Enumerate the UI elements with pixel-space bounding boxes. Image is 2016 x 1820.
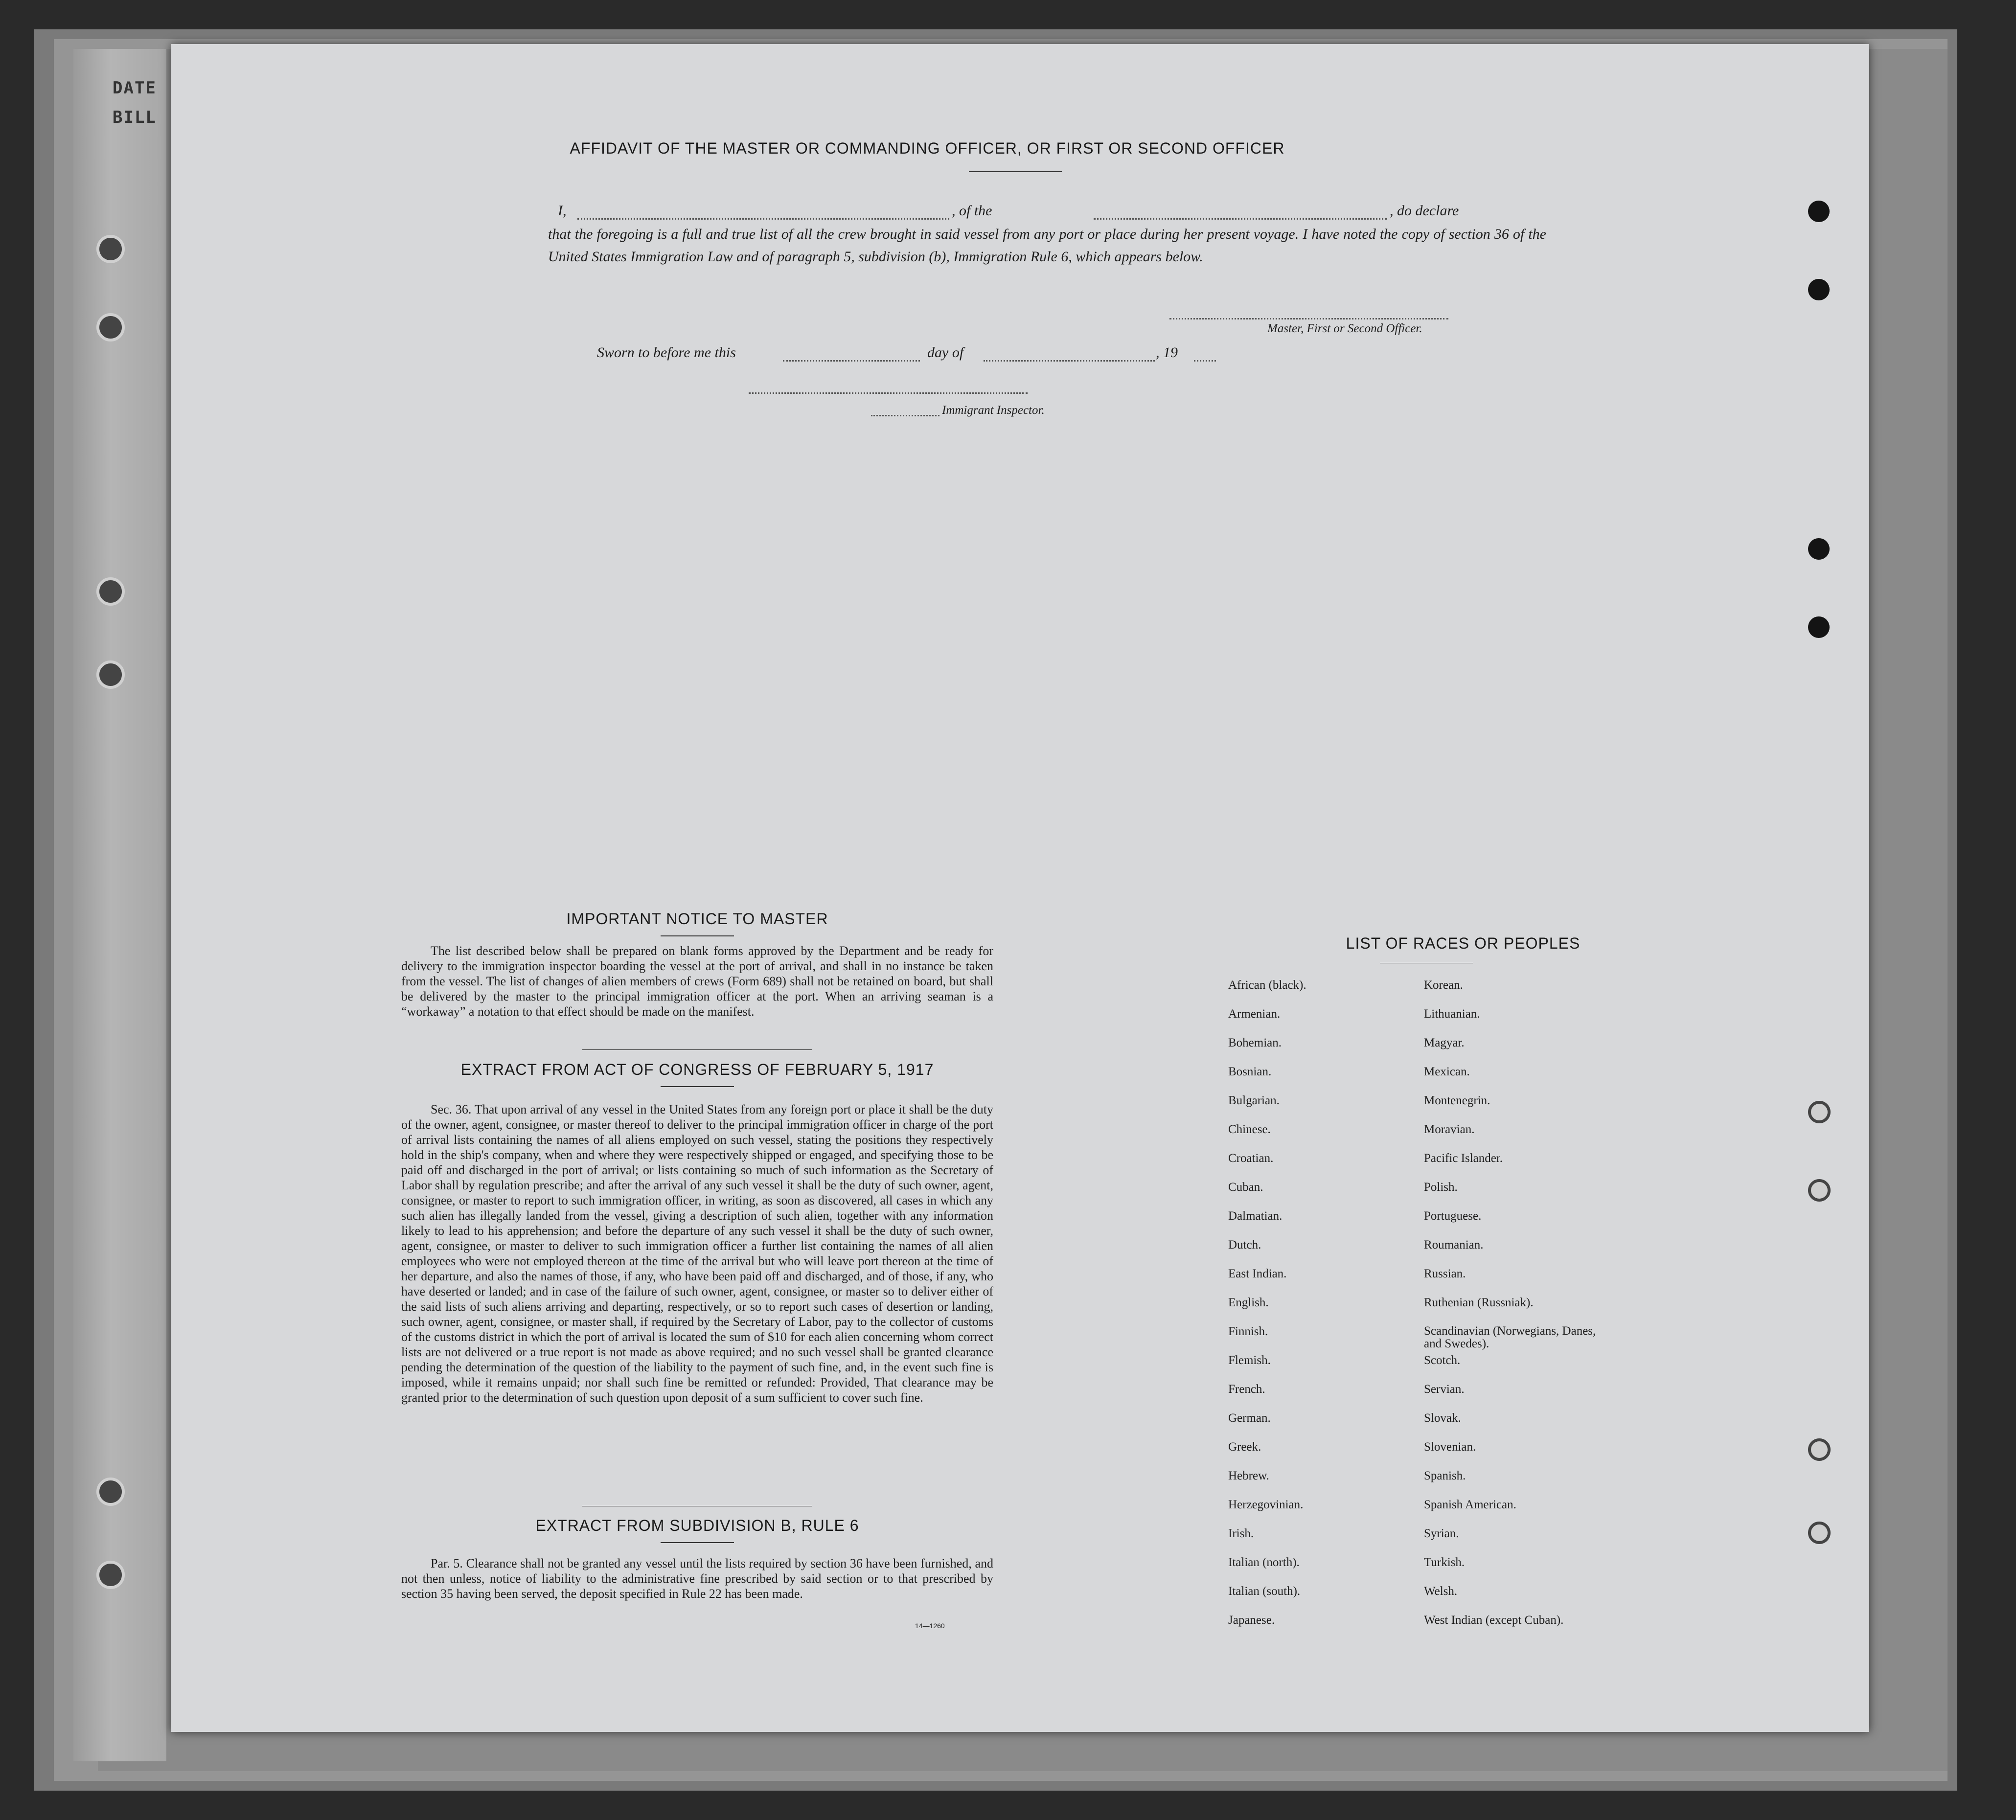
title-rule bbox=[661, 1086, 734, 1087]
race-entry: Dalmatian. bbox=[1228, 1209, 1283, 1223]
notice-title: IMPORTANT NOTICE TO MASTER bbox=[566, 910, 828, 928]
left-margin-label: BILL bbox=[113, 108, 157, 127]
race-entry: Mexican. bbox=[1424, 1065, 1470, 1078]
day-blank bbox=[783, 360, 920, 362]
sworn-text: Sworn to before me this bbox=[597, 344, 736, 361]
punch-hole bbox=[1808, 1101, 1831, 1123]
race-entry: French. bbox=[1228, 1383, 1265, 1396]
inspector-blank bbox=[871, 415, 939, 416]
race-entry: Dutch. bbox=[1228, 1238, 1261, 1251]
vessel-blank bbox=[1094, 218, 1387, 220]
punch-hole bbox=[96, 660, 125, 689]
title-rule bbox=[969, 171, 1062, 172]
race-entry: Irish. bbox=[1228, 1527, 1254, 1540]
race-entry: Herzegovinian. bbox=[1228, 1498, 1304, 1511]
race-entry: Greek. bbox=[1228, 1440, 1261, 1454]
race-entry: Polish. bbox=[1424, 1181, 1458, 1194]
race-entry: Ruthenian (Russniak). bbox=[1424, 1296, 1534, 1309]
race-entry: Slovak. bbox=[1424, 1411, 1461, 1425]
declaration-start: I, bbox=[558, 203, 567, 219]
punch-hole bbox=[96, 313, 125, 341]
race-entry: Croatian. bbox=[1228, 1152, 1274, 1165]
inspector-caption: Immigrant Inspector. bbox=[942, 404, 1045, 417]
title-rule bbox=[661, 1542, 734, 1543]
race-entry: Korean. bbox=[1424, 978, 1463, 992]
punch-hole bbox=[1808, 201, 1830, 222]
punch-hole bbox=[1808, 538, 1830, 560]
race-entry: Pacific Islander. bbox=[1424, 1152, 1503, 1165]
race-entry: Chinese. bbox=[1228, 1123, 1271, 1136]
race-entry: West Indian (except Cuban). bbox=[1424, 1614, 1564, 1627]
name-blank bbox=[577, 218, 949, 220]
race-entry: Italian (south). bbox=[1228, 1585, 1301, 1598]
race-entry: Welsh. bbox=[1424, 1585, 1458, 1598]
punch-hole bbox=[96, 1478, 125, 1506]
race-entry: Scandinavian (Norwegians, Danes, and Swedes). bbox=[1424, 1324, 1596, 1350]
race-entry: Roumanian. bbox=[1424, 1238, 1484, 1251]
race-entry: Japanese. bbox=[1228, 1614, 1275, 1627]
race-entry: German. bbox=[1228, 1411, 1271, 1425]
affidavit-title: AFFIDAVIT OF THE MASTER OR COMMANDING OFFICER, OR FIRST OR SECOND OFFICER bbox=[570, 139, 1285, 157]
race-entry: African (black). bbox=[1228, 978, 1306, 992]
left-margin-strip bbox=[73, 49, 166, 1761]
race-entry: Turkish. bbox=[1424, 1556, 1465, 1569]
race-entry: Bulgarian. bbox=[1228, 1094, 1280, 1107]
act-extract-title: EXTRACT FROM ACT OF CONGRESS OF FEBRUARY 5, 1917 bbox=[460, 1061, 934, 1078]
race-entry: East Indian. bbox=[1228, 1267, 1287, 1280]
race-entry: Scotch. bbox=[1424, 1354, 1461, 1367]
race-entry: English. bbox=[1228, 1296, 1269, 1309]
year-blank bbox=[1194, 360, 1216, 362]
race-entry: Servian. bbox=[1424, 1383, 1465, 1396]
notice-body: The list described below shall be prepared on blank forms approved by the Department and be ready for delivery to the immigration inspector boarding the vessel at the port of arrival, and shall in no instance be taken from the vessel. The list of changes of alien members of crews (Form 689) shall not be retained on board, but shall be delivered by the master to the principal immigration officer at the port. When an arriving seaman is a “workaway” a notation to that effect should be made on the manifest. bbox=[401, 944, 993, 1019]
race-entry: Hebrew. bbox=[1228, 1469, 1269, 1482]
declaration-body: that the foregoing is a full and true list of all the crew brought in said vessel from any port or place during her present voyage. I have noted the copy of section 36 of the United States Immigration Law and of paragraph 5, subdivision (b), Immigration Rule 6, which appears below. bbox=[548, 226, 1546, 265]
form-number: 14—1260 bbox=[915, 1622, 945, 1630]
punch-hole bbox=[96, 577, 125, 606]
sworn-year: , 19 bbox=[1156, 344, 1178, 361]
race-entry: Flemish. bbox=[1228, 1354, 1271, 1367]
rule-extract-title: EXTRACT FROM SUBDIVISION B, RULE 6 bbox=[535, 1517, 859, 1534]
sworn-day-of: day of bbox=[927, 344, 964, 361]
signature-caption: Master, First or Second Officer. bbox=[1267, 322, 1422, 335]
race-entry: Italian (north). bbox=[1228, 1556, 1300, 1569]
race-entry: Portuguese. bbox=[1424, 1209, 1482, 1223]
race-entry: Russian. bbox=[1424, 1267, 1466, 1280]
race-entry: Lithuanian. bbox=[1424, 1007, 1480, 1021]
race-entry: Spanish. bbox=[1424, 1469, 1466, 1482]
race-entry: Montenegrin. bbox=[1424, 1094, 1490, 1107]
punch-hole bbox=[96, 1561, 125, 1589]
races-left-column bbox=[1228, 978, 1424, 1663]
race-entry: Magyar. bbox=[1424, 1036, 1465, 1049]
section-rule bbox=[582, 1049, 812, 1050]
left-margin-label: DATE bbox=[113, 78, 157, 98]
races-title: LIST OF RACES OR PEOPLES bbox=[1346, 934, 1581, 952]
punch-hole bbox=[1808, 279, 1830, 300]
manifest-page bbox=[171, 44, 1869, 1732]
title-rule bbox=[661, 935, 734, 936]
race-entry: Syrian. bbox=[1424, 1527, 1459, 1540]
race-entry: Moravian. bbox=[1424, 1123, 1475, 1136]
race-entry: Slovenian. bbox=[1424, 1440, 1476, 1454]
act-extract-body: Sec. 36. That upon arrival of any vessel in the United States from any foreign port or place it shall be the duty of the owner, agent, consignee, or master thereof to deliver to the principal immigration officer in charge of the port of arrival lists containing the names of all aliens employed on such vessel, stating the positions they respectively hold in the ship's company, when and where they were respectively shipped or engaged, and specifying those to be paid off and discharged in the port of arrival; or lists containing so much of such information as the Secretary of Labor shall by regulation prescribe; and after the arrival of any such vessel it shall be the duty of such owner, agent, consignee, or master to report to such immigration officer, in writing, as soon as discovered, all cases in which any such alien has illegally landed from the vessel, giving a description of such alien, together with any information likely to lead to his apprehension; and before the departure of any such vessel it shall be the duty of such owner, agent, consignee, or master to deliver to such immigration officer a further list containing the names of all alien employees who were not employed thereon at the time of the arrival but who will leave port thereon at the time of her departure, and also the names of those, if any, who have been paid off and discharged, and of those, if any, who have deserted or landed; and in case of the failure of such owner, agent, consignee, or master so to deliver either of the said lists of such aliens arriving and departing, respectively, or so to report such cases of desertion or landing, such owner, agent, consignee, or master shall, if required by the Secretary of Labor, pay to the collector of customs of the customs district in which the port of arrival is located the sum of $10 for each alien concerning whom correct lists are not delivered or a true report is not made as above required; and no such vessel shall be granted clearance pending the determination of the question of the liability to the payment of such fine, and, in the event such fine is imposed, while it remains unpaid; nor shall such fine be remitted or refunded: Provided, That clearance may be granted prior to the determination of such question upon deposit of a sum sufficient to cover such fine. bbox=[401, 1102, 993, 1405]
race-entry: Bosnian. bbox=[1228, 1065, 1272, 1078]
punch-hole bbox=[1808, 1179, 1831, 1202]
race-entry: Spanish American. bbox=[1424, 1498, 1516, 1511]
races-right-column bbox=[1424, 978, 1629, 1663]
punch-hole bbox=[96, 235, 125, 263]
race-entry: Finnish. bbox=[1228, 1325, 1268, 1338]
rule-extract-body: Par. 5. Clearance shall not be granted any vessel until the lists required by section 36 have been furnished, and not then unless, notice of liability to the administrative fine prescribed by said section or to that prescribed by section 35 having been served, the deposit specified in Rule 22 has been made. bbox=[401, 1556, 993, 1601]
signature-blank bbox=[1169, 318, 1448, 319]
declaration-end: , do declare bbox=[1390, 203, 1459, 219]
race-entry: Armenian. bbox=[1228, 1007, 1281, 1021]
race-entry: Bohemian. bbox=[1228, 1036, 1282, 1049]
punch-hole bbox=[1808, 616, 1830, 638]
inspector-signature-blank bbox=[749, 392, 1028, 394]
month-blank bbox=[984, 360, 1155, 362]
punch-hole bbox=[1808, 1522, 1831, 1544]
punch-hole bbox=[1808, 1438, 1831, 1461]
declaration-mid: , of the bbox=[952, 203, 992, 219]
race-entry: Cuban. bbox=[1228, 1181, 1263, 1194]
